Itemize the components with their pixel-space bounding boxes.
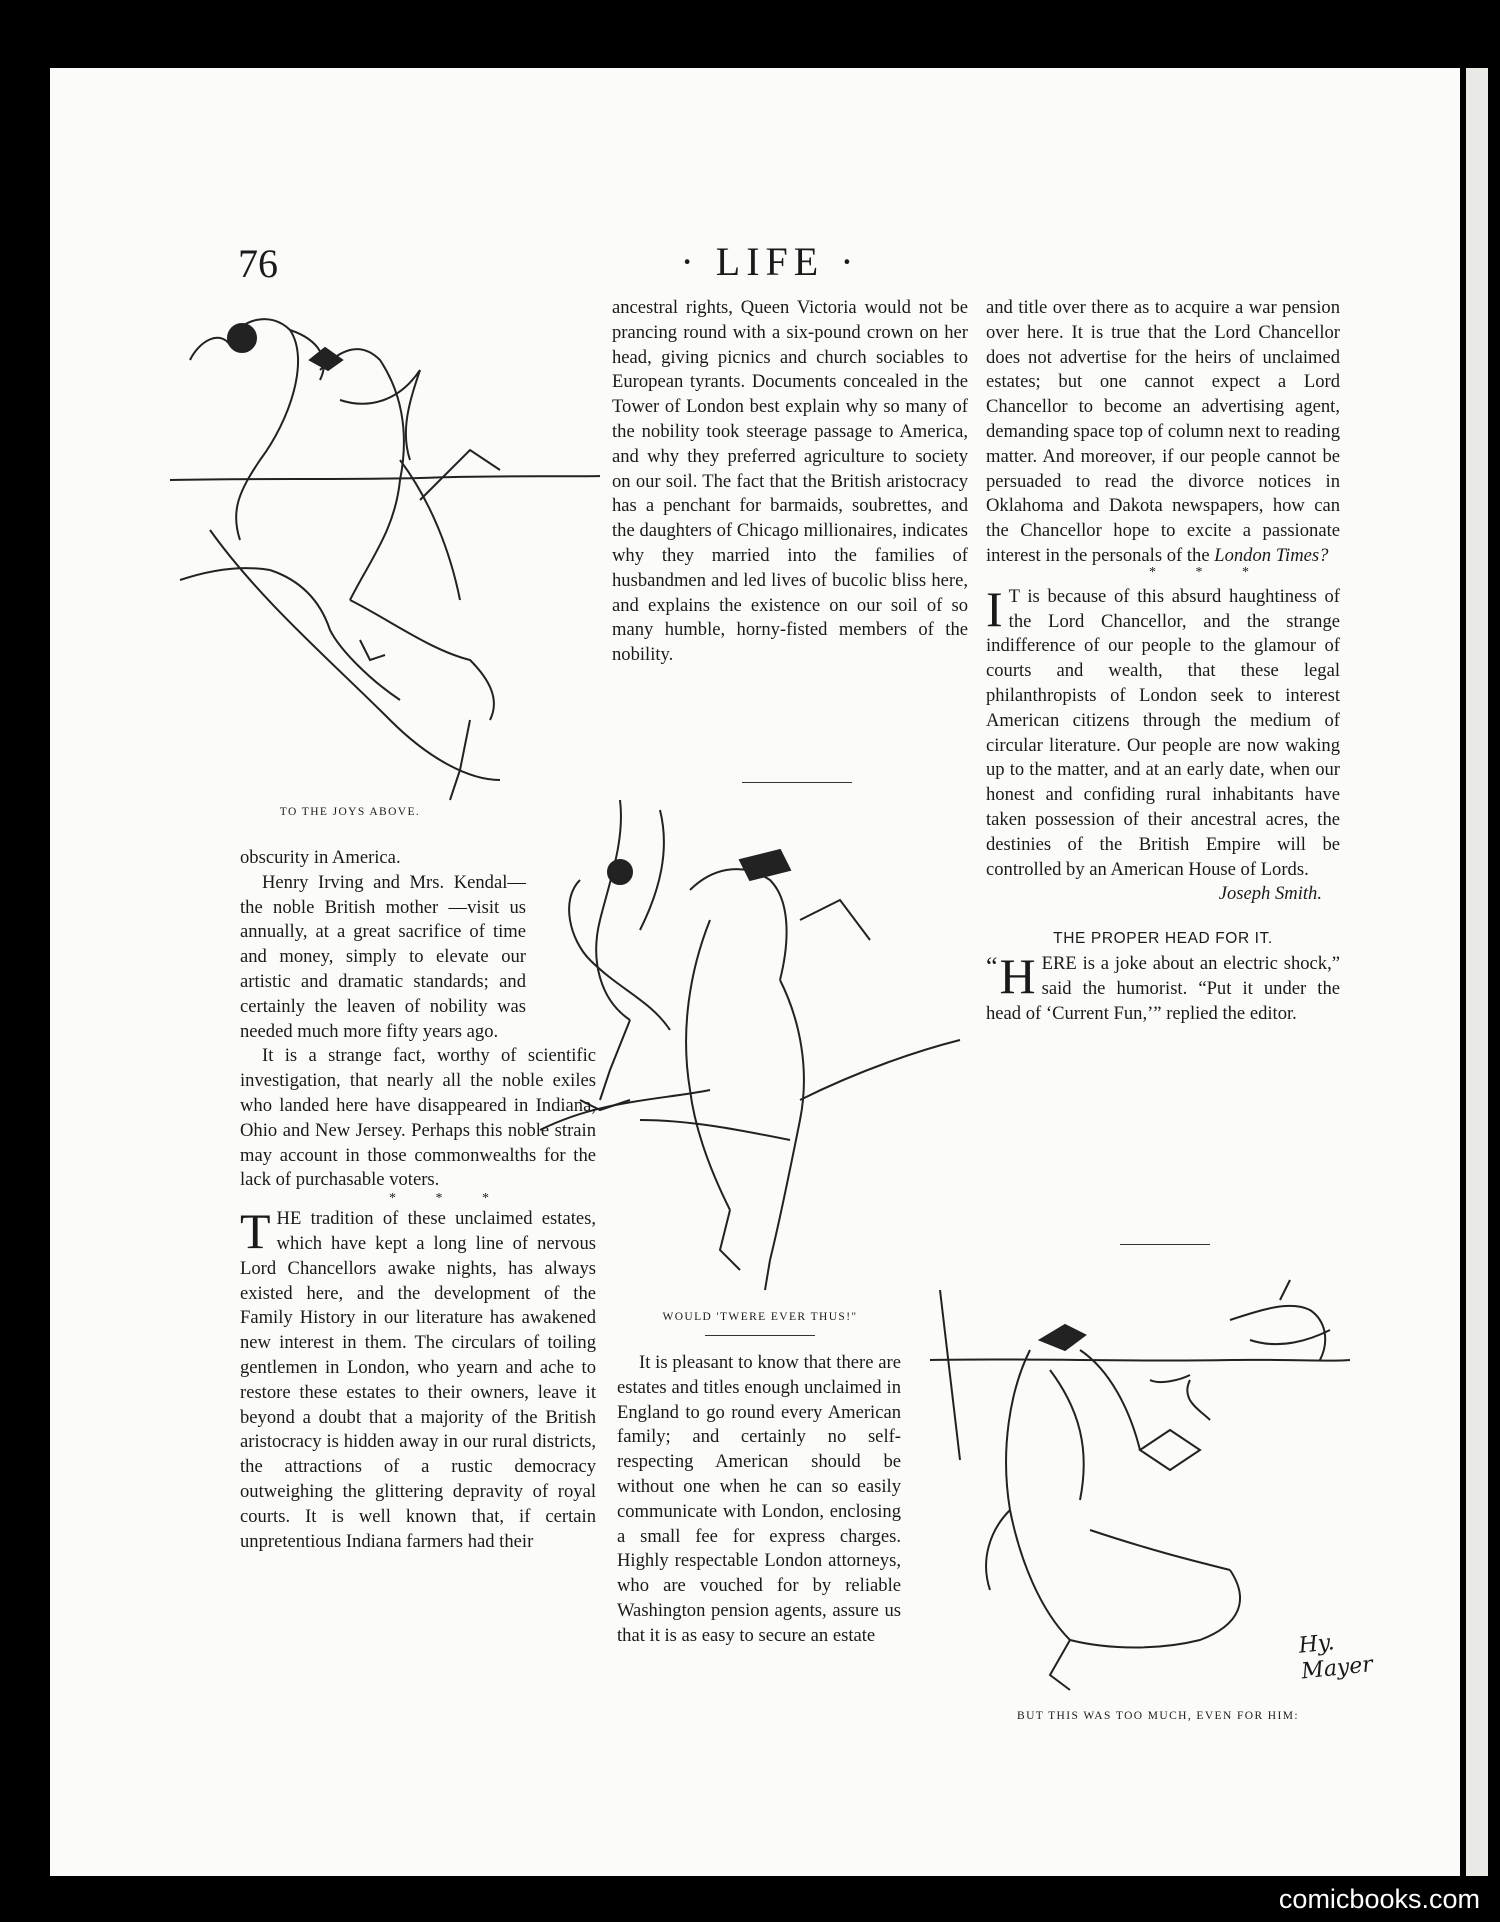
masthead: · LIFE ·: [680, 239, 860, 284]
watermark: comicbooks.com: [1278, 1884, 1480, 1914]
artist-signature: Hy. Mayer: [1297, 1630, 1375, 1685]
joke-paragraph: “ H ERE is a joke about an electric shock,” said the humorist. “Put it under the head of ‘Current Fun,’” replied the editor.: [986, 947, 1340, 1024]
section-rule: [1120, 1244, 1210, 1245]
illustration-joys-above: [170, 300, 600, 800]
section-stars: * * *: [389, 1191, 507, 1207]
paragraph: obscurity in America.: [240, 847, 401, 868]
caption-joys-above: TO THE JOYS ABOVE.: [279, 806, 421, 818]
section-rule: [742, 782, 852, 783]
drop-cap: H: [999, 947, 1036, 1004]
caption-rule: [705, 1335, 815, 1336]
paragraph: It is a strange fact, worthy of scientific investigation, that nearly all the noble exiles who landed here have disappeared in Indiana, Ohio and New Jersey. Perhaps this noble strain may account in those commonwealths for the lack of purchasable voters.: [240, 1045, 596, 1191]
column-2-bottom: It is pleasant to know that there are estates and titles enough unclaimed in England to go round every American family; and certainly no self-respecting American should be without one when he can so easily communicate with London, enclosing a small fee for express charges. Highly respectable London attorneys, who are vouched for by reliable Washington pension agents, assure us that it is as easy to secure an estate: [617, 1352, 901, 1646]
column-1: [240, 846, 596, 1554]
drop-cap: T: [240, 1203, 271, 1260]
joke-heading: THE PROPER HEAD FOR IT.: [1053, 930, 1273, 948]
facing-page-edge: [1466, 68, 1488, 1876]
column-3: [986, 296, 1340, 1026]
column-2-top: ancestral rights, Queen Victoria would not be prancing round with a six-pound crown on her head, giving picnics and church sociables to European tyrants. Documents concealed in the Tower of London best explain why so many of the nobility took steerage passage to America, and why they preferred agriculture to society on our soil. The fact that the British aristocracy has a penchant for barmaids, soubrettes, and the daughters of Chicago millionaires, indicates why they married into the families of husbandmen and led lives of bucolic bliss here, and explains the existence on our soil of so many humble, horny-fisted members of the nobility.: [612, 297, 968, 666]
caption-ever-thus: WOULD 'TWERE EVER THUS!": [662, 1311, 858, 1323]
drop-cap: I: [986, 580, 1003, 637]
illustration-too-much: [930, 1280, 1350, 1710]
illustration-ever-thus: [540, 800, 960, 1300]
paragraph: and title over there as to acquire a war pension over here. It is true that the Lord Chancellor does not advertise for the heirs of unclaimed estates; but one cannot expect a Lord Chancellor to become an advertising agent, demanding space top of column next to reading matter. And moreover, if our people cannot be persuaded to read the divorce notices in Oklahoma and Dakota newspapers, how can the Chancellor hope to excite a passionate interest in the personals of the London Times?: [986, 297, 1340, 566]
caption-too-much: BUT THIS WAS TOO MUCH, EVEN FOR HIM:: [1017, 1710, 1299, 1722]
paragraph: THE tradition of these unclaimed estates, which have kept a long line of nervous Lord Chancellors awake nights, has always existed here, and the development of the Family History in our literature has awakened new interest in them. The circulars of toiling gentlemen in London, who yearn and ache to restore these estates to their owners, leave it beyond a doubt that a majority of the British aristocracy is hidden away in our rural districts, the attractions of a rustic democracy outweighing the glittering depravity of royal courts. It is well known that, if certain unpretentious Indiana farmers had their: [240, 1203, 596, 1552]
page-number: 76: [238, 241, 278, 286]
author-signature: Joseph Smith.: [1218, 883, 1322, 905]
section-stars: * * *: [1149, 564, 1267, 580]
paragraph: I T is because of this absurd haughtiness of the Lord Chancellor, and the strange indifference of our people to the glamour of courts and wealth, that these legal philanthropists of London seek to interest American citizens through the medium of circular literature. Our people are now waking up to the matter, and at an early date, when our honest and confiding rural inhabitants have taken possession of their ancestral acres, the destinies of the British Empire will be controlled by an American House of Lords.: [986, 580, 1340, 880]
paragraph: Henry Irving and Mrs. Kendal—the noble British mother —visit us annually, at a great sacrifice of time and money, simply to elevate our artistic and dramatic standards; and certainly the leaven of nobility was needed much more fifty years ago.: [240, 871, 526, 1042]
